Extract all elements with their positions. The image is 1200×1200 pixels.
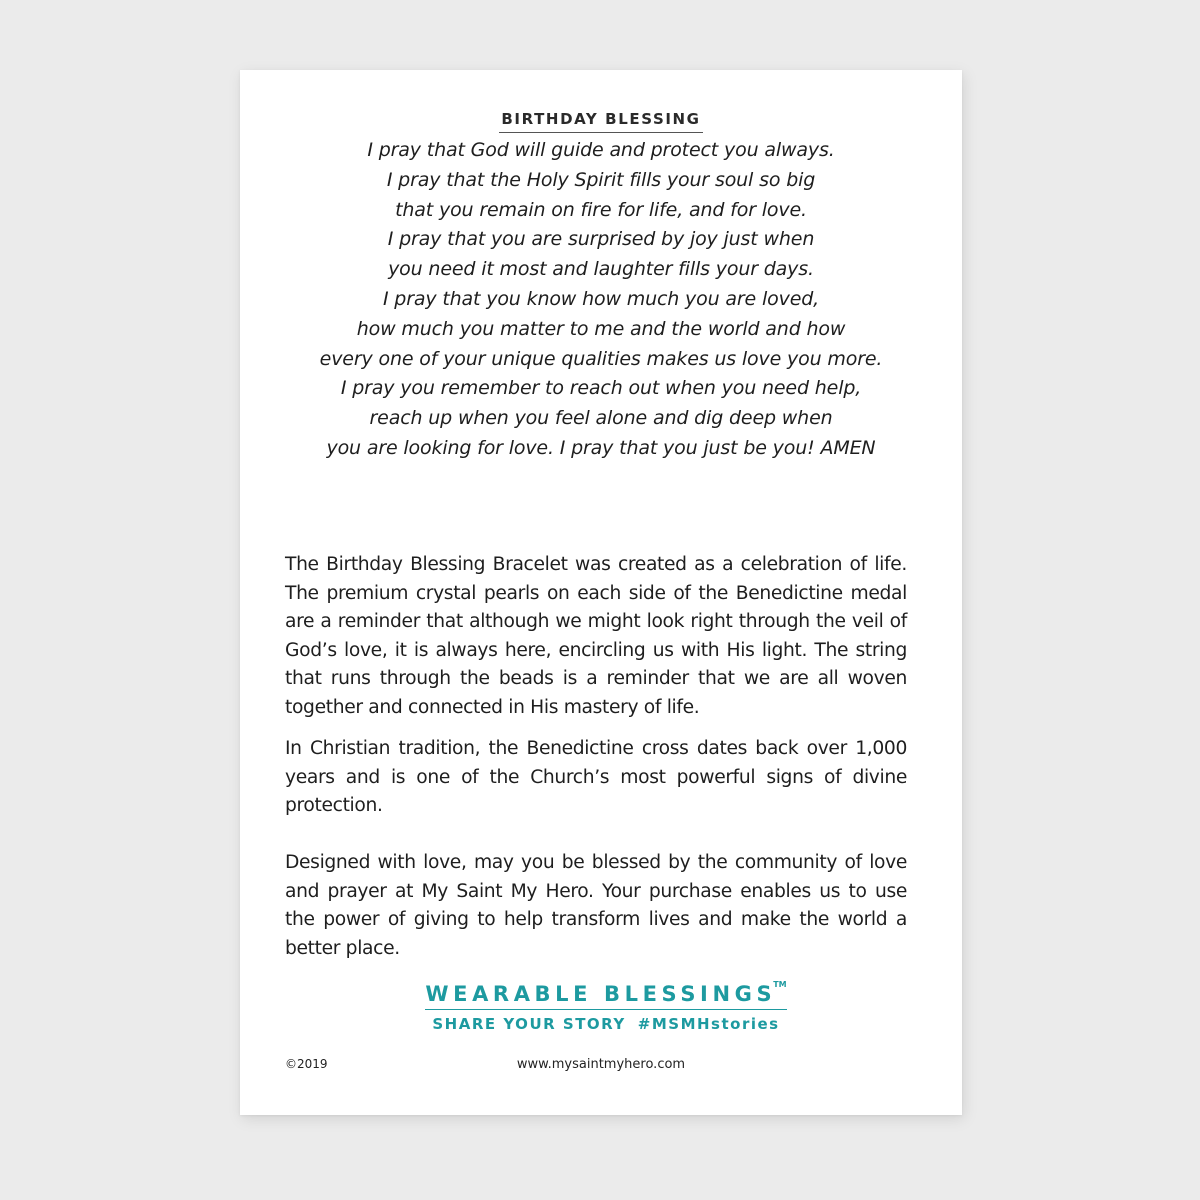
hashtag: #MSMHstories xyxy=(637,1015,780,1033)
prayer-line: I pray that you are surprised by joy just when xyxy=(387,228,815,251)
trademark-mark: TM xyxy=(773,980,787,989)
website-url: www.mysaintmyhero.com xyxy=(516,1057,686,1072)
prayer-line: I pray that you know how much you are loved, xyxy=(382,287,820,310)
description-paragraph: The Birthday Blessing Bracelet was created as a celebration of life. The premium crystal pearls on each side of the Benedictine medal are a reminder that although we might look right through the veil of God’s love, it is always here, encircling us with His light. The string that runs through the beads is a reminder that we are all woven together and connected in His mastery of life. xyxy=(285,554,907,718)
prayer-text xyxy=(240,136,962,464)
blessing-card xyxy=(240,70,962,1115)
prayer-title-wrapper xyxy=(240,109,962,133)
brand-title xyxy=(425,982,786,1010)
community-paragraph: Designed with love, may you be blessed by the community of love and prayer at My Saint My Hero. Your purchase enables us to use the power of giving to help transform lives and make the world a better place. xyxy=(285,852,907,959)
prayer-line: that you remain on fire for life, and for love. xyxy=(395,198,807,221)
prayer-line: I pray that the Holy Spirit fills your soul so big xyxy=(386,168,816,191)
prayer-line: every one of your unique qualities makes us love you more. xyxy=(319,347,883,370)
brand-title-text: WEARABLE BLESSINGS xyxy=(425,982,777,1006)
prayer-line: I pray you remember to reach out when you need help, xyxy=(340,377,862,400)
tagline-text: SHARE YOUR STORY xyxy=(432,1015,626,1033)
brand-block xyxy=(240,982,962,1033)
prayer-line: I pray that God will guide and protect you always. xyxy=(367,139,835,161)
prayer-line: you need it most and laughter fills your days. xyxy=(388,258,814,281)
tradition-paragraph: In Christian tradition, the Benedictine cross dates back over 1,000 years and is one of the Church’s most powerful signs of divine protection. xyxy=(285,738,907,817)
prayer-line: how much you matter to me and the world and how xyxy=(356,317,846,340)
copyright: ©2019 xyxy=(285,1057,328,1071)
brand-tagline xyxy=(425,1015,786,1033)
prayer-title: BIRTHDAY BLESSING xyxy=(499,110,702,133)
prayer-line: you are looking for love. I pray that you just be you! AMEN xyxy=(326,436,876,459)
prayer-line: reach up when you feel alone and dig deep when xyxy=(369,407,833,430)
brand-inner xyxy=(425,982,786,1033)
